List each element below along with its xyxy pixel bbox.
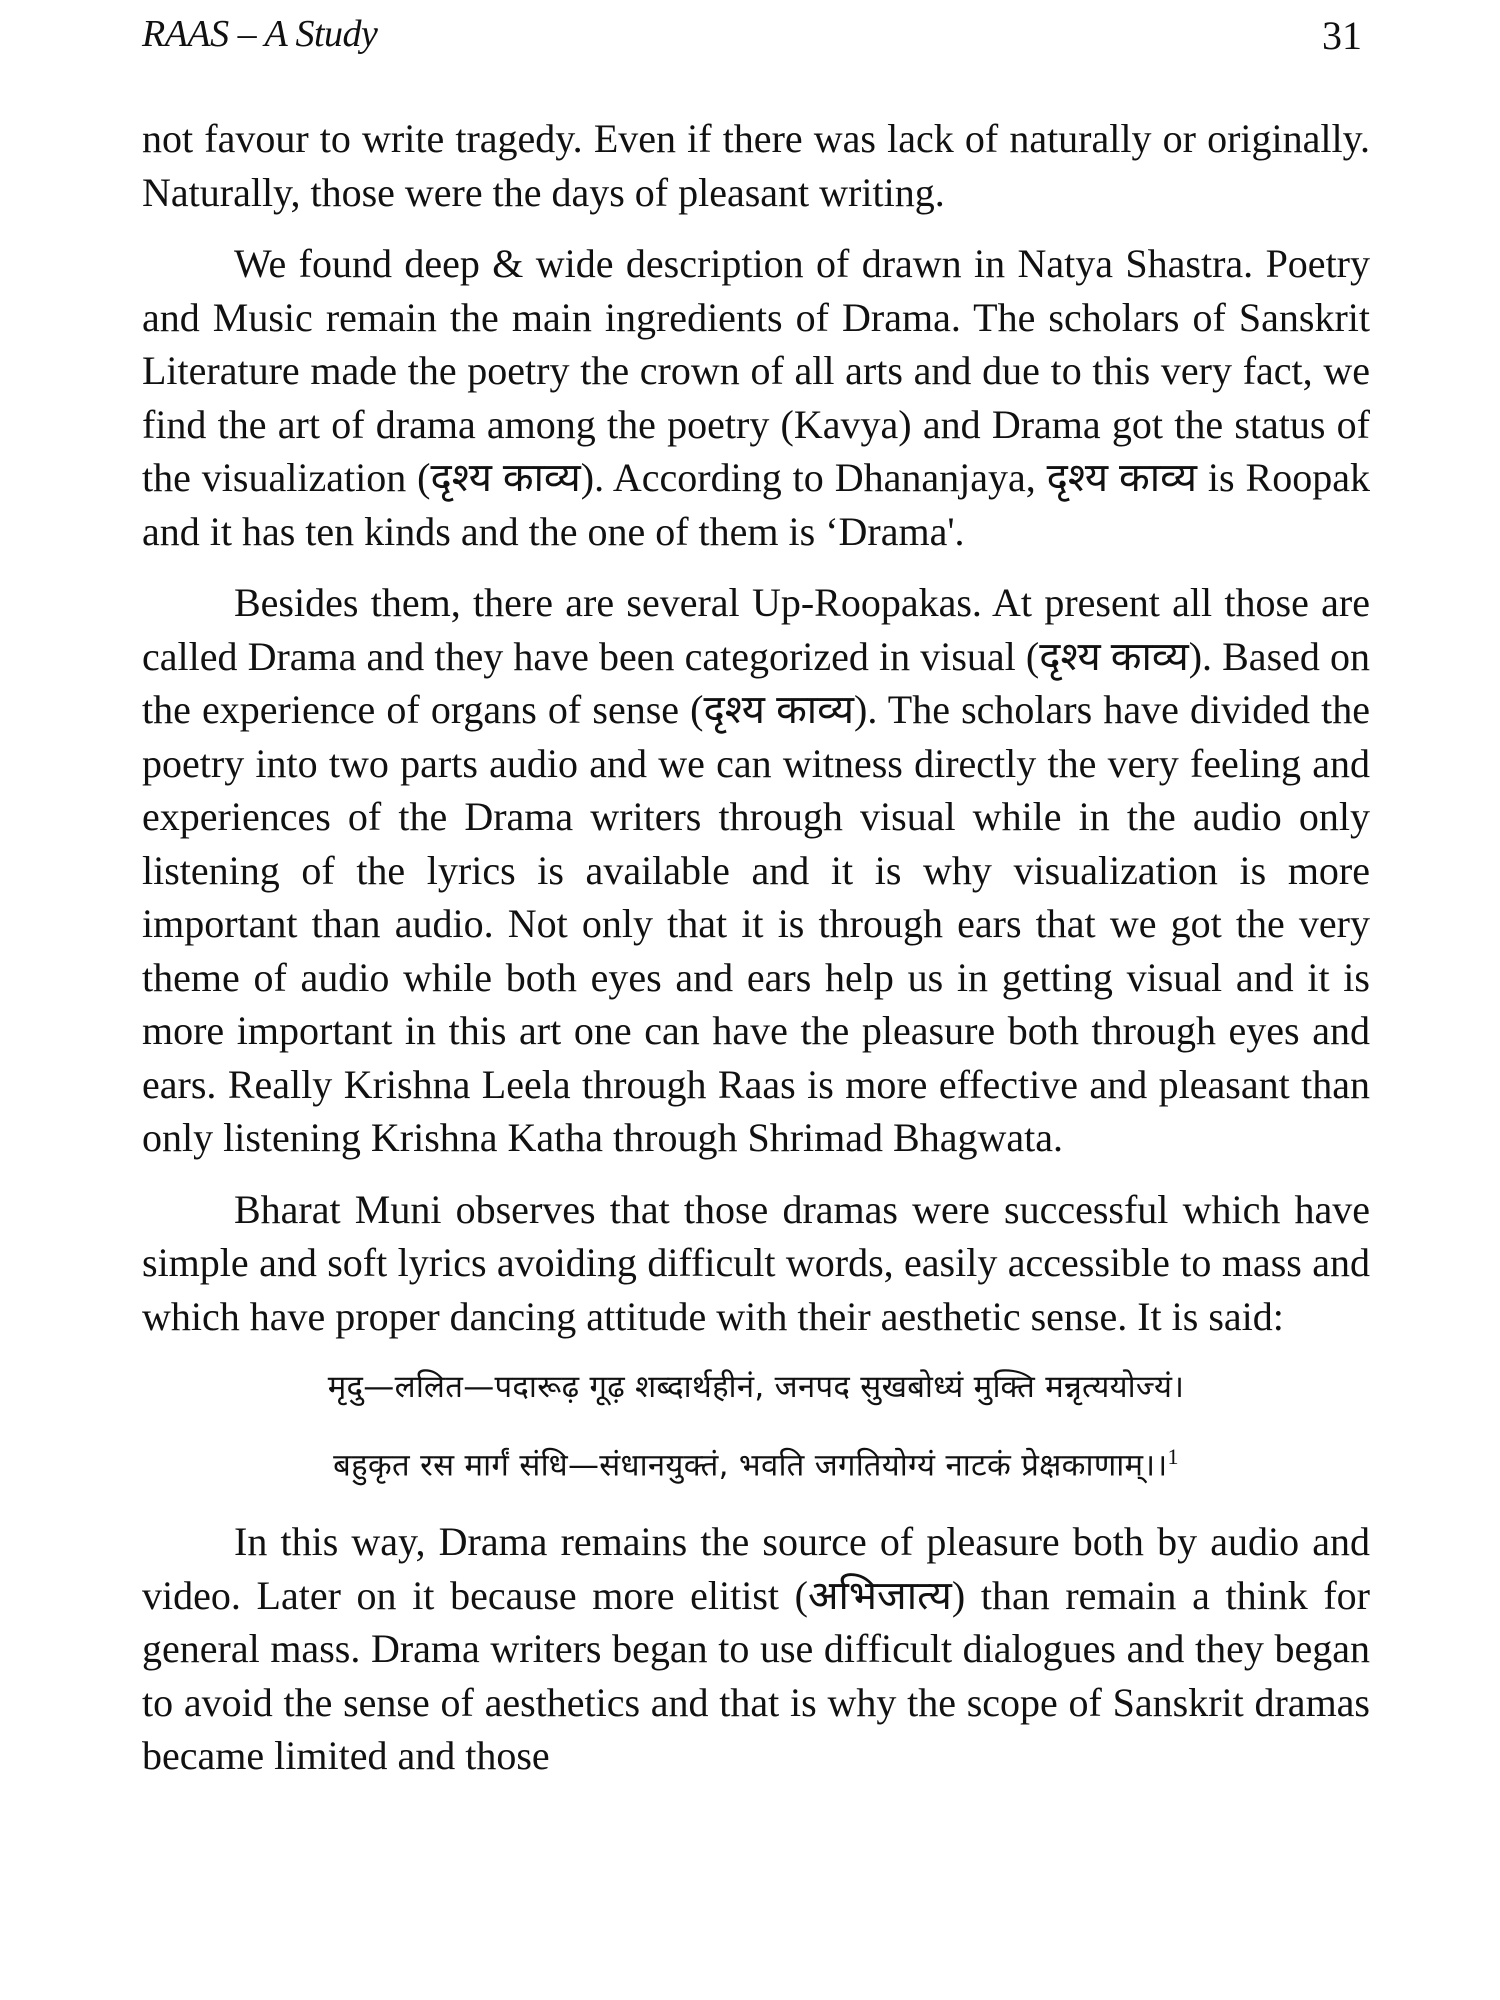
paragraph-natya-shastra: We found deep & wide description of drawn in Natya Shastra. Poetry and Music remain the main ingredients of Drama. The scholars of Sanskrit Literature made the poetry the crown of all arts and due to this very fact, we find the art of drama among the poetry (Kavya) and Drama got the status of the visualization (दृश्य काव्य). According to Dhananjaya, दृश्य काव्य is Roopak and it has ten kinds and the one of them is ‘Drama'. [142, 241, 1370, 554]
page-number: 31 [1322, 13, 1362, 58]
paragraph-pleasure: In this way, Drama remains the source of pleasure both by audio and video. Later on it because more elitist (अभिजात्य) than remain a think for general mass. Drama writers began to use difficult dialogues and they began to avoid the sense of aesthetics and that is why the scope of Sanskrit dramas became limited and those [142, 1519, 1370, 1779]
paragraph-bharat-muni: Bharat Muni observes that those dramas were successful which have simple and soft lyrics avoiding difficult words, easily accessible to mass and which have proper dancing attitude with their aesthetic sense. It is said: [142, 1186, 1370, 1339]
running-head-title: RAAS – A Study [142, 13, 378, 55]
paragraph-continuation: not favour to write tragedy. Even if there was lack of naturally or originally. Naturally, those were the days of pleasant writing. [142, 116, 1370, 215]
verse-line-2 [142, 1437, 1370, 1485]
verse-line-1: मृदु—ललित—पदारूढ़ गूढ़ शब्दार्थहीनं, जनपद सुखबोध्यं मुक्ति मन्नृत्ययोज्यं। [327, 1369, 1185, 1405]
body-text [142, 112, 1370, 1801]
verse-line-2-text: बहुकृत रस मार्गं संधि—संधानयुक्तं, भवति जगतियोग्यं नाटकं प्रेक्षकाणाम्।। [333, 1447, 1168, 1484]
sanskrit-verse [142, 1367, 1370, 1485]
paragraph-up-roopakas: Besides them, there are several Up-Roopakas. At present all those are called Drama and they have been categorized in visual (दृश्य काव्य). Based on the experience of organs of sense (दृश्य काव्य). The scholars have divided the poetry into two parts audio and we can witness directly the very feeling and experiences of the Drama writers through visual while in the audio only listening of the lyrics is available and it is why visualization is more important than audio. Not only that it is through ears that we got the very theme of audio while both eyes and ears help us in getting visual and it is more important in this art one can have the pleasure both through eyes and ears. Really Krishna Leela through Raas is more effective and pleasant than only listening Krishna Katha through Shrimad Bhagwata. [142, 580, 1370, 1160]
footnote-marker: 1 [1167, 1444, 1179, 1469]
